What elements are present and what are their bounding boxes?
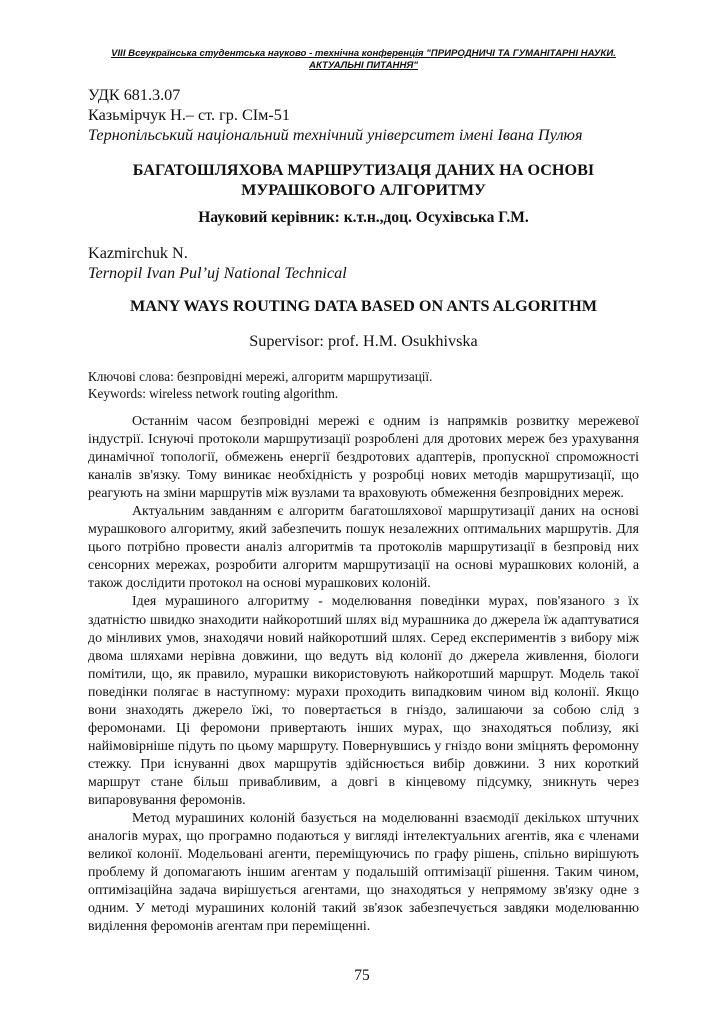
- keywords-en: Keywords: wireless network routing algorithm.: [88, 386, 339, 401]
- body-text: [88, 413, 639, 936]
- paper-title-ua-line1: БАГАТОШЛЯХОВА МАРШРУТИЗАЦЯ ДАНИХ НА ОСНОВІ: [132, 161, 595, 179]
- supervisor-ua: Науковий керівник: к.т.н.,доц. Осухівська Г.М.: [198, 209, 529, 226]
- body-paragraph-2: Актуальним завданням є алгоритм багатошляхової маршрутизації даних на основі мурашкового алгоритму, який забезпечить пошук незалежних оптимальних маршрутів. Для цього потрібно провести аналіз алгоритмів та протоколів маршрутизації в безпровід них сенсорних мережах, розробити алгоритм маршрутизації на основі мурашкових колоній, а також дослідити протокол на основі мурашкових колоній.: [88, 504, 639, 592]
- body-paragraph-3: Ідея мурашиного алгоритму - моделювання поведінки мурах, пов'язаного з їх здатністю швидко знаходити найкоротший шлях від мурашника до джерела їж адаптуватися до мінливих умов, знаходячи новий найкоротший шлях. Серед експериментів з вибору між двома шляхами нерівна довжини, що ведуть від колонії до джерела живлення, біологи помітили, що, як правило, мурашки використовують найкоротший маршрут. Модель такої поведінки полягає в наступному: мурахи проходить випадковим чином від колонії. Якщо вони знаходять джерело їжі, то повертається в гніздо, залишаючи за собою слід з феромонами. Ці феромони привертають інших мурах, що знаходяться поблизу, які найімовірніше підуть по цьому маршруту. Повернувшись у гніздо вони зміцнять феромонну стежку. При існуванні двох маршрутів здійснюється вибір довжини. З них короткий маршрут стане більш привабливим, а довгі в кінцевому підсумку, зникнуть через випаровування феромонів.: [88, 594, 639, 808]
- affiliation-ua: Тернопільський національний технічний університет імені Івана Пулюя: [88, 126, 583, 144]
- page-number: 75: [354, 967, 370, 984]
- conference-header: [88, 48, 639, 72]
- keywords-ua: Ключові слова: безпровідні мережі, алгоритм маршрутизації.: [88, 369, 433, 384]
- paper-title-ua-line2: МУРАШКОВОГО АЛГОРИТМУ: [241, 181, 486, 199]
- body-paragraph-4: Метод мурашиних колоній базується на моделюванні взаємодії декількох штучних аналогів мурах, що програмно подаються у вигляді інтелектуальних агентів, яка є членами великої колонії. Модельовані агенти, переміщуючись по графу рішень, спільно вирішують проблему й допомагають іншим агентам у подальшій оптимізації рішення. Таким чином, оптимізаційна задача вирішується агентами, що знаходяться у непрямому зв'язку одне з одним. У методі мурашиних колоній такий зв'язок забезпечується завдяки моделюванню виділення феромонів агентам при переміщенні.: [88, 811, 639, 935]
- affiliation-en: Ternopil Ivan Pul’uj National Technical: [88, 264, 347, 282]
- paper-title-en: MANY WAYS ROUTING DATA BASED ON ANTS ALGORITHM: [130, 297, 597, 315]
- body-paragraph-1: Останнім часом безпровідні мережі є одним із напрямків розвитку мережевої індустрії. Існуючі протоколи маршрутизації розроблені для дротових мереж без урахування динамічної топології, обмежень енергії бездротових адаптерів, пропускної спроможності каналів зв'язку. Тому виникає необхідність у розробці нових методів маршрутизації, що реагують на зміни маршрутів між вузлами та враховують обмеження безпровідних мереж.: [88, 414, 639, 502]
- udc-code: УДК 681.3.07: [88, 86, 181, 104]
- conference-header-line2: АКТУАЛЬНІ ПИТАННЯ": [309, 60, 418, 71]
- author-ua: Казьмірчук Н.– ст. гр. СІм-51: [88, 106, 290, 124]
- conference-header-line1: VIII Всеукраїнська студентська науково - технічна конференція "ПРИРОДНИЧІ ТА ГУМАНІТАРНІ НАУКИ.: [111, 48, 616, 59]
- paper-title-ua: [88, 160, 639, 200]
- author-en: Kazmirchuk N.: [88, 244, 188, 262]
- supervisor-en: Supervisor: prof. H.M. Osukhivska: [249, 332, 478, 350]
